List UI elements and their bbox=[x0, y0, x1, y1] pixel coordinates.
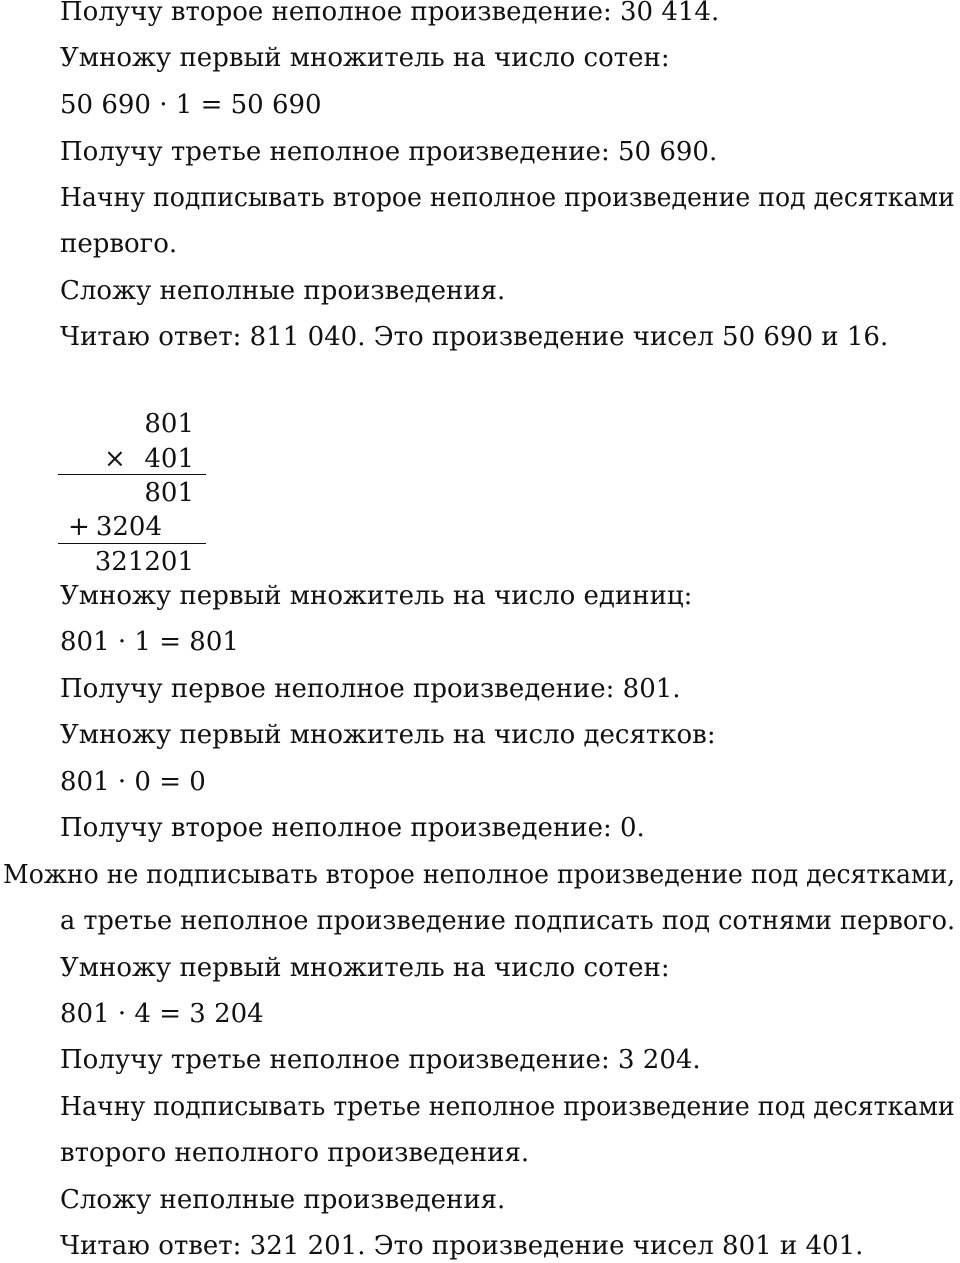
text-line: Умножу первый множитель на число десятков: bbox=[60, 720, 716, 750]
text-line: Получу первое неполное произведение: 801. bbox=[60, 674, 681, 704]
equation-line: 50 690 · 1 = 50 690 bbox=[60, 90, 322, 120]
text-line: Получу второе неполное произведение: 0. bbox=[60, 813, 645, 843]
text-line: второго неполного произведения. bbox=[60, 1138, 530, 1168]
answer-line: Читаю ответ: 811 040. Это произведение чисел 50 690 и 16. bbox=[60, 322, 889, 352]
text-line: Можно не подписывать второе неполное произведение под десятками, bbox=[3, 860, 956, 890]
equation-line: 801 · 0 = 0 bbox=[60, 767, 206, 797]
answer-line: Читаю ответ: 321 201. Это произведение чисел 801 и 401. bbox=[60, 1231, 864, 1261]
multiplicand: 801 bbox=[144, 409, 194, 439]
equation-line: 801 · 4 = 3 204 bbox=[60, 999, 264, 1029]
text-line: Сложу неполные произведения. bbox=[60, 1185, 506, 1215]
equation-line: 801 · 1 = 801 bbox=[60, 627, 239, 657]
text-line: Получу третье неполное произведение: 50 690. bbox=[60, 137, 718, 167]
partial-product-2: 3204 bbox=[95, 512, 162, 542]
text-line: Получу третье неполное произведение: 3 204. bbox=[60, 1045, 701, 1075]
text-line: Умножу первый множитель на число единиц: bbox=[60, 581, 693, 611]
text-line: а третье неполное произведение подписать под сотнями первого. bbox=[60, 906, 956, 936]
text-line: первого. bbox=[60, 229, 178, 259]
times-sign: × bbox=[104, 444, 126, 474]
text-line: Умножу первый множитель на число сотен: bbox=[60, 953, 670, 983]
sum-rule bbox=[58, 543, 206, 544]
multiplication-rule bbox=[58, 474, 206, 475]
product-result: 321201 bbox=[94, 547, 194, 577]
text-line: Умножу первый множитель на число сотен: bbox=[60, 43, 670, 73]
text-line: Начну подписывать второе неполное произведение под десятками bbox=[60, 183, 955, 213]
text-line: Получу второе неполное произведение: 30 414. bbox=[60, 0, 720, 27]
partial-product-1: 801 bbox=[144, 478, 194, 508]
text-line: Начну подписывать третье неполное произведение под десятками bbox=[60, 1092, 955, 1122]
multiplier: 401 bbox=[144, 444, 194, 474]
plus-sign: + bbox=[68, 512, 90, 542]
text-line: Сложу неполные произведения. bbox=[60, 276, 506, 306]
